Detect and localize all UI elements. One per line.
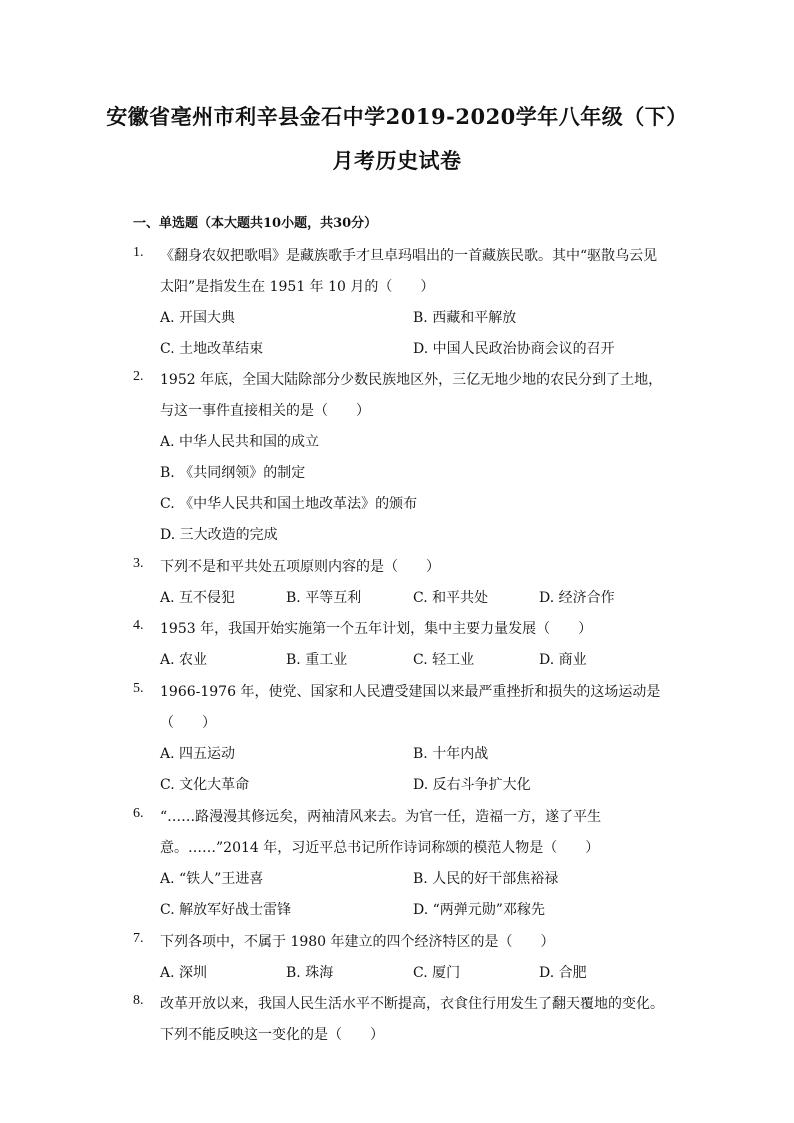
option-a: A. 中华人民共和国的成立: [160, 434, 320, 450]
question-text-line: “……路漫漫其修远矣，两袖清风来去。为官一任，造福一方，遂了平生: [160, 809, 602, 825]
option-d: D. “两弹元勋”邓稼先: [413, 902, 545, 918]
option-b: B. 《共同纲领》的制定: [160, 465, 306, 481]
option-a: A. 深圳: [160, 965, 208, 981]
question-text-line: 与这一事件直接相关的是（ ）: [160, 403, 370, 419]
exam-title-line-2: 月考历史试卷: [332, 148, 462, 173]
option-c: C. 文化大革命: [160, 777, 250, 793]
option-c: C. 厦门: [413, 965, 461, 981]
option-a: A. 农业: [160, 652, 208, 668]
option-d: D. 中国人民政治协商会议的召开: [413, 341, 615, 357]
option-a: A. 互不侵犯: [160, 590, 236, 606]
option-d: D. 商业: [539, 652, 587, 668]
question-number: 3.: [133, 556, 144, 571]
question-text-line: （ ）: [160, 715, 216, 731]
question-text-line: 下列各项中，不属于 1980 年建立的四个经济特区的是（ ）: [160, 934, 555, 950]
option-b: B. 西藏和平解放: [413, 310, 517, 326]
option-c: C. 和平共处: [413, 590, 489, 606]
question-text-line: 下列不能反映这一变化的是（ ）: [160, 1027, 384, 1043]
option-a: A. 四五运动: [160, 746, 236, 762]
option-b: B. 重工业: [286, 652, 348, 668]
question-text-line: 下列不是和平共处五项原则内容的是（ ）: [160, 559, 440, 575]
question-text-line: 1953 年，我国开始实施第一个五年计划，集中主要力量发展（ ）: [160, 621, 593, 637]
option-d: D. 合肥: [539, 965, 587, 981]
question-text-line: 太阳”是指发生在 1951 年 10 月的（ ）: [160, 279, 435, 295]
option-d: D. 经济合作: [539, 590, 615, 606]
option-c: C. 轻工业: [413, 652, 475, 668]
question-number: 1.: [133, 245, 144, 260]
question-number: 8.: [133, 993, 144, 1008]
question-text-line: 1966-1976 年，使党、国家和人民遭受建国以来最严重挫折和损失的这场运动是: [160, 684, 661, 700]
question-number: 5.: [133, 681, 144, 696]
question-number: 2.: [133, 369, 144, 384]
option-d: D. 反右斗争扩大化: [413, 777, 531, 793]
section-heading: 一、单选题（本大题共10小题，共30分）: [133, 216, 378, 231]
option-c: C. 解放军好战士雷锋: [160, 902, 292, 918]
exam-title-line-1: 安徽省亳州市利辛县金石中学2019-2020学年八年级（下）: [106, 104, 688, 129]
question-number: 6.: [133, 806, 144, 821]
option-a: A. “铁人”王进喜: [160, 871, 264, 887]
option-b: B. 人民的好干部焦裕禄: [413, 871, 559, 887]
question-text-line: 《翻身农奴把歌唱》是藏族歌手才旦卓玛唱出的一首藏族民歌。其中“驱散乌云见: [160, 248, 658, 264]
question-text-line: 意。……”2014 年，习近平总书记所作诗词称颂的模范人物是（ ）: [160, 840, 600, 856]
option-d: D. 三大改造的完成: [160, 527, 278, 543]
question-text-line: 改革开放以来，我国人民生活水平不断提高，衣食住行用发生了翻天覆地的变化。: [160, 996, 664, 1012]
question-number: 7.: [133, 931, 144, 946]
option-b: B. 平等互利: [286, 590, 362, 606]
question-number: 4.: [133, 618, 144, 633]
option-b: B. 十年内战: [413, 746, 489, 762]
option-c: C. 土地改革结束: [160, 341, 264, 357]
option-b: B. 珠海: [286, 965, 334, 981]
option-a: A. 开国大典: [160, 310, 236, 326]
option-c: C. 《中华人民共和国土地改革法》的颁布: [160, 496, 418, 512]
question-text-line: 1952 年底，全国大陆除部分少数民族地区外，三亿无地少地的农民分到了土地，: [160, 372, 663, 388]
